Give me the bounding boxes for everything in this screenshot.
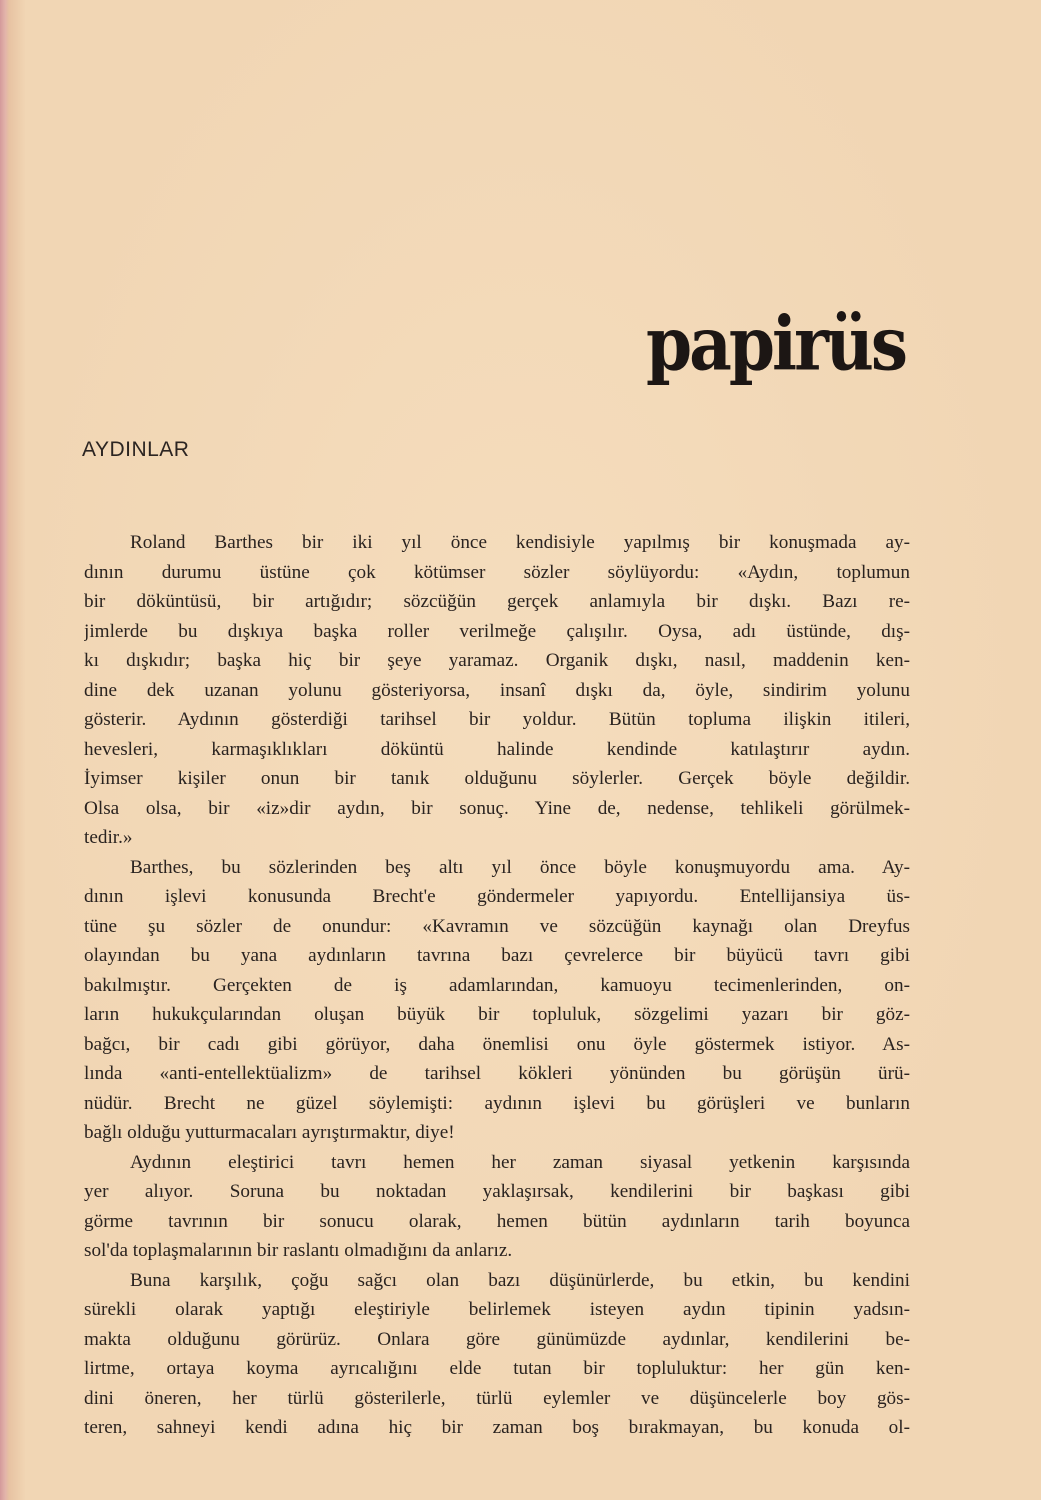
text-line: dini öneren, her türlü gösterilerle, türlü eylemler ve düşüncelerle boy gös- — [84, 1387, 910, 1409]
text-line: gösterir. Aydının gösterdiği tarihsel bir yoldur. Bütün topluma ilişkin itileri, — [84, 709, 910, 730]
article-body — [84, 528, 910, 1443]
page-left-edge — [0, 0, 9, 1500]
masthead-title: papirüs — [645, 300, 905, 388]
text-line: dine dek uzanan yolunu gösteriyorsa, insanî dışkı da, öyle, sindirim yolunu — [84, 679, 910, 701]
text-line: makta olduğunu görürüz. Onlara göre günümüzde aydınlar, kendilerini be- — [84, 1328, 910, 1350]
text-line: Roland Barthes bir iki yıl önce kendisiyle yapılmış bir konuşmada ay- — [130, 532, 910, 553]
text-line: bir döküntüsü, bir artığıdır; sözcüğün gerçek anlamıyla bir dışkı. Bazı re- — [84, 591, 910, 612]
text-line: Barthes, bu sözlerinden beş altı yıl önce böyle konuşmuyordu ama. Ay- — [130, 856, 910, 878]
text-line: ların hukukçularından oluşan büyük bir topluluk, sözgelimi yazarı bir göz- — [84, 1004, 910, 1025]
text-line: jimlerde bu dışkıya başka roller verilmeğe çalışılır. Oysa, adı üstünde, dış- — [84, 620, 910, 642]
text-line: sol'da toplaşmalarının bir raslantı olmadığını da anlarız. — [84, 1240, 513, 1261]
text-line: bağlı olduğu yutturmacaları ayrıştırmaktır, diye! — [84, 1122, 455, 1143]
text-line: dının işlevi konusunda Brecht'e göndermeler yapıyordu. Entellijansiya üs- — [84, 886, 910, 907]
text-line: görme tavrının bir sonucu olarak, hemen bütün aydınların tarih boyunca — [84, 1210, 910, 1232]
text-line: Buna karşılık, çoğu sağcı olan bazı düşünürlerde, bu etkin, bu kendini — [130, 1269, 910, 1291]
text-line: dının durumu üstüne çok kötümser sözler söylüyordu: «Aydın, toplumun — [84, 561, 910, 583]
text-line: lirtme, ortaya koyma ayrıcalığını elde tutan bir topluluktur: her gün ken- — [84, 1358, 910, 1379]
text-line: Aydının eleştirici tavrı hemen her zaman siyasal yetkenin karşısında — [130, 1151, 910, 1173]
text-line: sürekli olarak yaptığı eleştiriyle belirlemek isteyen aydın tipinin yadsın- — [84, 1299, 910, 1320]
text-line: lında «anti-entellektüalizm» de tarihsel kökleri yönünden bu görüşün ürü- — [84, 1063, 910, 1084]
text-line: İyimser kişiler onun bir tanık olduğunu söylerler. Gerçek böyle değildir. — [84, 768, 910, 789]
text-line: nüdür. Brecht ne güzel söylemişti: aydının işlevi bu görüşleri ve bunların — [84, 1092, 910, 1114]
text-line: tüne şu sözler de onundur: «Kavramın ve sözcüğün kaynağı olan Dreyfus — [84, 915, 910, 937]
text-line: yer alıyor. Soruna bu noktadan yaklaşırsak, kendilerini bir başkası gibi — [84, 1181, 910, 1202]
text-line: bakılmıştır. Gerçekten de iş adamlarından, kamuoyu tecimenlerinden, on- — [84, 974, 910, 996]
text-line: olayından bu yana aydınların tavrına bazı çevrelerce bir büyücü tavrı gibi — [84, 945, 910, 966]
text-line: kı dışkıdır; başka hiç bir şeye yaramaz. Organik dışkı, nasıl, maddenin ken- — [84, 650, 910, 671]
text-line: hevesleri, karmaşıklıkları döküntü halinde kendinde katılaştırır aydın. — [84, 738, 910, 760]
text-line: bağcı, bir cadı gibi görüyor, daha önemlisi onu öyle göstermek istiyor. As- — [84, 1033, 910, 1055]
text-line: Olsa olsa, bir «iz»dir aydın, bir sonuç. Yine de, nedense, tehlikeli görülmek- — [84, 797, 910, 819]
text-line: tedir.» — [84, 827, 133, 848]
text-line: teren, sahneyi kendi adına hiç bir zaman boş bırakmayan, bu konuda ol- — [84, 1417, 910, 1438]
section-title: AYDINLAR — [82, 438, 190, 461]
